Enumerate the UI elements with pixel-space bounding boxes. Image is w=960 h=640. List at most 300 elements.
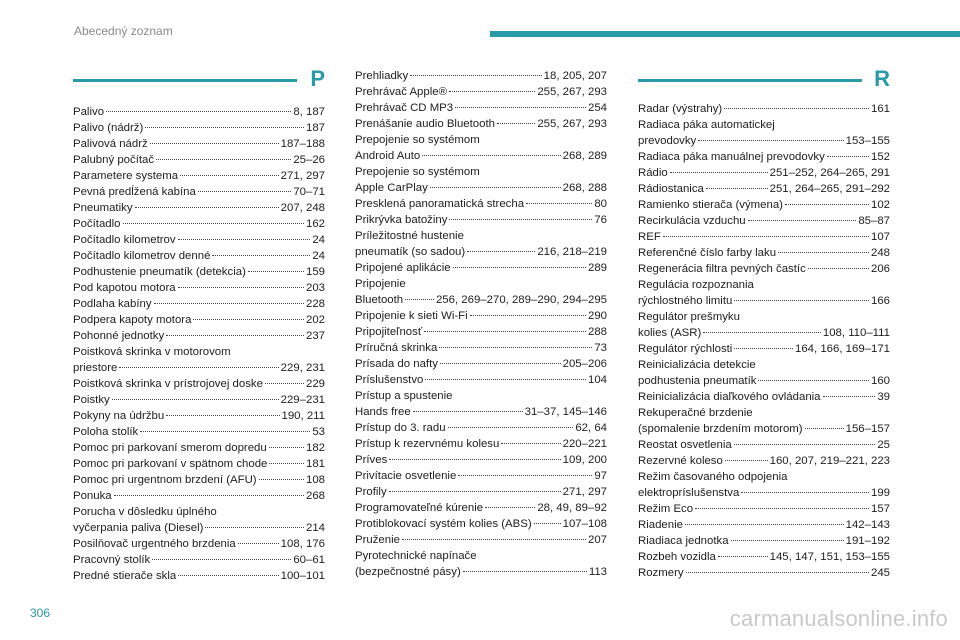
dot-leader [785, 204, 869, 205]
index-entry [73, 344, 325, 376]
index-entry-label: Presklená panoramatická strecha [355, 198, 525, 210]
dot-leader [470, 315, 586, 316]
index-entry-label: Príves [355, 454, 388, 466]
index-entry-label: Hands free [355, 406, 411, 418]
index-entry-pages: 8, 187 [293, 106, 325, 118]
index-entry [355, 420, 607, 436]
index-entry-pages: 268, 289 [562, 150, 607, 162]
index-entry [638, 245, 890, 261]
dot-leader [405, 299, 434, 300]
page-number: 306 [30, 606, 51, 620]
dot-leader [663, 236, 869, 237]
index-entry-label: Radar (výstrahy) [638, 103, 723, 115]
index-entry-pages: 229 [305, 378, 325, 390]
dot-leader [410, 75, 541, 76]
index-entry-label: Palivová nádrž [73, 138, 148, 150]
index-entry-pages: 108, 110–111 [822, 327, 890, 339]
section-rule [638, 79, 862, 82]
index-entry-label: Pokyny na údržbu [73, 410, 165, 422]
dot-leader [178, 239, 311, 240]
index-entry-pages: 107–108 [562, 518, 607, 530]
dot-leader [741, 492, 869, 493]
dot-leader [425, 379, 586, 380]
index-entry-label: Prikrývka batožiny [355, 214, 448, 226]
dot-leader [449, 219, 592, 220]
column-r [638, 66, 890, 581]
dot-leader [150, 143, 279, 144]
dot-leader [265, 383, 304, 384]
index-entry-pages: 113 [588, 566, 607, 578]
index-entry-pages: 109, 200 [562, 454, 607, 466]
index-entry-pages: 271, 297 [562, 486, 607, 498]
index-entry-pages: 160 [870, 375, 890, 387]
index-entry [73, 440, 325, 456]
index-entry [638, 469, 890, 501]
index-entry [355, 100, 607, 116]
index-entry-label: Príslušenstvo [355, 374, 424, 386]
index-entry-label: Pomoc pri urgentnom brzdení (AFU) [73, 474, 257, 486]
index-entry-label: Pohonné jednotky [73, 330, 165, 342]
index-entry-pages: 255, 267, 293 [537, 118, 607, 130]
index-entry-label: Reinicializácia diaľkového ovládania [638, 391, 821, 403]
index-entry [638, 277, 890, 309]
index-entry-heading: Rekuperačné brzdenie [638, 407, 753, 419]
dot-leader [205, 527, 304, 528]
index-entry-label: Poistky [73, 394, 110, 406]
index-entry [355, 132, 607, 164]
dot-leader [534, 523, 561, 524]
index-entry-label: Podpera kapoty motora [73, 314, 192, 326]
index-entry [638, 261, 890, 277]
index-entry-label: Apple CarPlay [355, 182, 428, 194]
index-entry-pages: 181 [305, 458, 325, 470]
index-entry-heading: Radiaca páka automatickej [638, 119, 775, 131]
index-entry [73, 152, 325, 168]
index-entry [638, 197, 890, 213]
index-entry [73, 488, 325, 504]
index-entry-heading: Poistková skrinka v motorovom [73, 346, 231, 358]
index-list [73, 104, 325, 584]
index-entry-pages: 206 [870, 263, 890, 275]
index-entry-label: Pomoc pri parkovaní v spätnom chode [73, 458, 268, 470]
dot-leader [748, 220, 857, 221]
dot-leader [106, 111, 291, 112]
index-entry [73, 456, 325, 472]
index-entry-label: Rádiostanica [638, 183, 704, 195]
index-entry-pages: 164, 166, 169–171 [794, 343, 890, 355]
dot-leader [448, 427, 574, 428]
index-entry [73, 120, 325, 136]
dot-leader [758, 380, 869, 381]
index-entry-label: Pomoc pri parkovaní smerom dopredu [73, 442, 267, 454]
index-entry [73, 296, 325, 312]
index-entry-label: Privítacie osvetlenie [355, 470, 457, 482]
header-accent-bar [490, 31, 960, 37]
index-entry [355, 84, 607, 100]
index-entry [355, 228, 607, 260]
dot-leader [685, 524, 844, 525]
index-list [638, 101, 890, 581]
index-entry [73, 392, 325, 408]
index-entry-label: (bezpečnostné pásy) [355, 566, 461, 578]
index-entry-pages: 190, 211 [281, 410, 325, 422]
index-entry-label: Prísada do nafty [355, 358, 438, 370]
index-entry-pages: 216, 218–219 [537, 246, 607, 258]
index-entry-pages: 108 [305, 474, 325, 486]
index-entry-pages: 256, 269–270, 289–290, 294–295 [435, 294, 607, 306]
index-entry-pages: 199 [870, 487, 890, 499]
index-entry-label: Pracovný stolík [73, 554, 151, 566]
index-entry-label: Podlaha kabíny [73, 298, 152, 310]
index-entry-label: Riadenie [638, 519, 683, 531]
index-entry [638, 549, 890, 565]
index-entry [638, 181, 890, 197]
index-entry-pages: 76 [594, 214, 607, 226]
index-entry-pages: 60–61 [293, 554, 325, 566]
index-entry-label: Podhustenie pneumatík (detekcia) [73, 266, 246, 278]
index-entry-label: Programovateľné kúrenie [355, 502, 484, 514]
dot-leader [698, 140, 843, 141]
index-entry-label: Palubný počítač [73, 154, 155, 166]
dot-leader [703, 332, 821, 333]
section-header-p [73, 66, 325, 98]
index-entry-label: Prehrávač CD MP3 [355, 102, 454, 114]
section-letter: R [874, 66, 890, 91]
index-entry [355, 548, 607, 580]
index-entry [638, 437, 890, 453]
dot-leader [145, 127, 304, 128]
index-entry [73, 248, 325, 264]
index-entry-pages: 251–252, 264–265, 291 [769, 167, 890, 179]
index-entry-pages: 229–231 [280, 394, 325, 406]
index-entry [638, 213, 890, 229]
index-entry [73, 136, 325, 152]
index-entry-label: Rozmery [638, 567, 684, 579]
index-entry [73, 264, 325, 280]
index-entry [73, 536, 325, 552]
section-rule [73, 79, 297, 82]
dot-leader [123, 223, 304, 224]
index-entry-pages: 203 [305, 282, 325, 294]
index-entry-pages: 290 [587, 310, 607, 322]
index-entry-label: Predné stierače skla [73, 570, 177, 582]
index-entry [355, 532, 607, 548]
index-entry-pages: 271, 297 [280, 170, 325, 182]
index-entry-pages: 24 [312, 234, 325, 246]
index-entry [355, 340, 607, 356]
index-entry-pages: 18, 205, 207 [543, 70, 607, 82]
index-entry [638, 165, 890, 181]
index-entry [355, 500, 607, 516]
index-entry-label: Príručná skrinka [355, 342, 438, 354]
index-entry [355, 212, 607, 228]
index-entry-pages: 187 [305, 122, 325, 134]
dot-leader [238, 543, 279, 544]
index-entry [73, 280, 325, 296]
index-entry [638, 405, 890, 437]
dot-leader [485, 507, 535, 508]
index-entry-pages: 152 [870, 151, 890, 163]
index-entry [355, 196, 607, 212]
index-entry-heading: Pyrotechnické napínače [355, 550, 477, 562]
dot-leader [805, 428, 844, 429]
dot-leader [166, 335, 304, 336]
index-entry [638, 533, 890, 549]
dot-leader [154, 303, 304, 304]
dot-leader [455, 107, 586, 108]
index-entry [638, 453, 890, 469]
index-entry-pages: 142–143 [845, 519, 890, 531]
index-entry-label: Rádio [638, 167, 668, 179]
dot-leader [248, 271, 304, 272]
column-p [73, 66, 325, 584]
index-entry-heading: Režim časovaného odpojenia [638, 471, 788, 483]
index-entry-pages: 205–206 [562, 358, 607, 370]
index-entry-label: Pripojené aplikácie [355, 262, 451, 274]
dot-leader [259, 479, 304, 480]
index-entry [355, 372, 607, 388]
index-entry-pages: 162 [305, 218, 325, 230]
index-entry [355, 164, 607, 196]
dot-leader [724, 108, 869, 109]
dot-leader [166, 415, 279, 416]
index-entry-label: Režim Eco [638, 503, 694, 515]
dot-leader [152, 559, 291, 560]
index-entry [355, 436, 607, 452]
dot-leader [156, 159, 291, 160]
index-entry [355, 116, 607, 132]
dot-leader [449, 91, 535, 92]
index-entry-label: Reostat osvetlenia [638, 439, 732, 451]
index-entry [638, 517, 890, 533]
index-entry-label: Prístup k rezervnému kolesu [355, 438, 500, 450]
page-header-title: Abecedný zoznam [74, 24, 173, 38]
index-entry-pages: 159 [305, 266, 325, 278]
index-entry-pages: 28, 49, 89–92 [537, 502, 607, 514]
dot-leader [389, 491, 561, 492]
index-entry [355, 484, 607, 500]
index-entry-pages: 251, 264–265, 291–292 [769, 183, 890, 195]
index-entry [355, 468, 607, 484]
index-entry-label: pneumatík (so sadou) [355, 246, 466, 258]
index-entry-label: Rezervné koleso [638, 455, 723, 467]
index-entry-pages: 237 [305, 330, 325, 342]
index-entry-heading: Prístup a spustenie [355, 390, 453, 402]
dot-leader [422, 155, 560, 156]
index-entry-pages: 229, 231 [280, 362, 325, 374]
index-entry-label: Palivo [73, 106, 105, 118]
dot-leader [198, 191, 291, 192]
index-entry [355, 324, 607, 340]
dot-leader [212, 255, 310, 256]
dot-leader [424, 331, 586, 332]
dot-leader [827, 156, 869, 157]
index-entry [638, 309, 890, 341]
index-entry [355, 452, 607, 468]
index-entry-heading: Regulácia rozpoznania [638, 279, 754, 291]
index-entry-pages: 104 [587, 374, 607, 386]
index-entry [638, 565, 890, 581]
dot-leader [135, 207, 279, 208]
index-entry-label: Poistková skrinka v prístrojovej doske [73, 378, 263, 390]
index-entry [73, 504, 325, 536]
index-entry-pages: 220–221 [562, 438, 607, 450]
index-entry-heading: Príležitostné hustenie [355, 230, 464, 242]
dot-leader [458, 475, 592, 476]
index-entry-pages: 53 [312, 426, 325, 438]
dot-leader [389, 459, 560, 460]
index-entry-pages: 161 [870, 103, 890, 115]
index-entry-pages: 228 [305, 298, 325, 310]
index-entry-heading: Reinicializácia detekcie [638, 359, 756, 371]
index-entry-label: kolies (ASR) [638, 327, 702, 339]
index-entry-label: Pneumatiky [73, 202, 133, 214]
index-entry-heading: Pripojenie [355, 278, 406, 290]
index-entry-pages: 254 [587, 102, 607, 114]
index-entry-heading: Regulátor prešmyku [638, 311, 740, 323]
dot-leader [402, 539, 586, 540]
index-entry-pages: 108, 176 [280, 538, 325, 550]
index-entry-pages: 31–37, 145–146 [524, 406, 607, 418]
index-entry-label: priestore [73, 362, 118, 374]
index-entry-pages: 166 [870, 295, 890, 307]
index-entry-label: Prístup do 3. radu [355, 422, 446, 434]
index-entry [73, 104, 325, 120]
column-p-continued [355, 70, 607, 580]
index-entry-pages: 107 [870, 231, 890, 243]
index-entry [355, 260, 607, 276]
index-entry [638, 101, 890, 117]
index-entry [73, 424, 325, 440]
dot-leader [734, 348, 793, 349]
index-entry [355, 388, 607, 420]
dot-leader [734, 300, 869, 301]
dot-leader [112, 399, 279, 400]
index-entry-pages: 207, 248 [280, 202, 325, 214]
index-entry-pages: 70–71 [293, 186, 325, 198]
dot-leader [823, 396, 876, 397]
index-entry [638, 149, 890, 165]
index-entry-heading: Prepojenie so systémom [355, 166, 480, 178]
index-entry-label: Posilňovač urgentného brzdenia [73, 538, 236, 550]
index-entry-label: Poloha stolík [73, 426, 139, 438]
dot-leader [497, 123, 535, 124]
dot-leader [526, 203, 592, 204]
index-entry-pages: 191–192 [845, 535, 890, 547]
index-entry-pages: 25 [877, 439, 890, 451]
index-entry [355, 276, 607, 308]
section-header-r [638, 66, 890, 98]
index-entry-label: Prehliadky [355, 70, 409, 82]
index-entry-pages: 268, 288 [562, 182, 607, 194]
index-entry-label: Protiblokovací systém kolies (ABS) [355, 518, 532, 530]
index-entry-label: Regulátor rýchlosti [638, 343, 733, 355]
index-entry [73, 408, 325, 424]
dot-leader [269, 463, 304, 464]
index-entry-heading: Prepojenie so systémom [355, 134, 480, 146]
index-entry-pages: 85–87 [858, 215, 890, 227]
index-entry-label: Radiaca páka manuálnej prevodovky [638, 151, 825, 163]
index-entry-pages: 73 [594, 342, 607, 354]
index-entry-pages: 62, 64 [575, 422, 607, 434]
index-entry [638, 357, 890, 389]
index-entry [73, 232, 325, 248]
index-entry [73, 376, 325, 392]
index-entry-label: Pruženie [355, 534, 400, 546]
index-entry-label: Pripojenie k sieti Wi-Fi [355, 310, 468, 322]
index-entry-pages: 207 [587, 534, 607, 546]
index-entry-label: Parametere systema [73, 170, 179, 182]
index-entry-pages: 202 [305, 314, 325, 326]
index-entry-label: vyčerpania paliva (Diesel) [73, 522, 204, 534]
dot-leader [453, 267, 586, 268]
index-entry-pages: 153–155 [845, 135, 890, 147]
index-entry-pages: 268 [305, 490, 325, 502]
index-entry-pages: 156–157 [845, 423, 890, 435]
index-entry [638, 341, 890, 357]
index-entry-pages: 255, 267, 293 [537, 86, 607, 98]
index-entry-label: elektropríslušenstva [638, 487, 740, 499]
index-entry-label: Pripojiteľnosť [355, 326, 423, 338]
index-entry-pages: 80 [594, 198, 607, 210]
index-entry-pages: 100–101 [280, 570, 325, 582]
dot-leader [193, 319, 304, 320]
index-entry [73, 328, 325, 344]
index-entry-label: Bluetooth [355, 294, 404, 306]
index-entry-pages: 24 [312, 250, 325, 262]
index-entry [73, 216, 325, 232]
dot-leader [178, 287, 304, 288]
dot-leader [706, 188, 768, 189]
dot-leader [778, 252, 869, 253]
index-entry [73, 200, 325, 216]
index-entry [355, 68, 607, 84]
dot-leader [119, 367, 278, 368]
index-entry-label: Ponuka [73, 490, 112, 502]
index-entry-pages: 214 [305, 522, 325, 534]
index-entry-label: Počítadlo kilometrov denné [73, 250, 211, 262]
dot-leader [440, 363, 561, 364]
index-entry-label: Riadiaca jednotka [638, 535, 729, 547]
dot-leader [269, 447, 304, 448]
dot-leader [413, 411, 523, 412]
index-entry-pages: 288 [587, 326, 607, 338]
dot-leader [439, 347, 592, 348]
index-entry-label: Rozbeh vozidla [638, 551, 716, 563]
dot-leader [430, 187, 561, 188]
index-entry-label: Ramienko stierača (výmena) [638, 199, 783, 211]
index-entry-label: Regenerácia filtra pevných častíc [638, 263, 806, 275]
dot-leader [178, 575, 278, 576]
dot-leader [695, 508, 869, 509]
dot-leader [467, 251, 535, 252]
watermark: carmanualsonline.info [729, 606, 948, 631]
index-entry [73, 184, 325, 200]
index-entry [73, 168, 325, 184]
index-entry-label: Pod kapotou motora [73, 282, 176, 294]
dot-leader [140, 431, 310, 432]
dot-leader [725, 460, 768, 461]
dot-leader [718, 556, 768, 557]
index-entry-label: Profily [355, 486, 387, 498]
index-entry-label: Prenášanie audio Bluetooth [355, 118, 495, 130]
dot-leader [670, 172, 768, 173]
index-entry-pages: 289 [587, 262, 607, 274]
index-entry-label: Android Auto [355, 150, 421, 162]
index-entry-pages: 97 [594, 470, 607, 482]
index-entry [355, 516, 607, 532]
dot-leader [501, 443, 560, 444]
